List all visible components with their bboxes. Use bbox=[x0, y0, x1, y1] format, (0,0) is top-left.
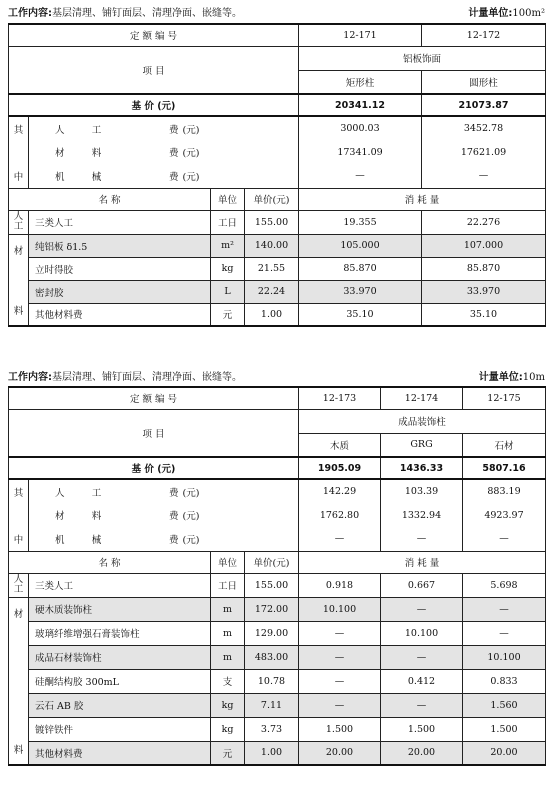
material-row bbox=[9, 280, 546, 303]
group-label: 成品装饰柱 bbox=[299, 409, 546, 433]
cost-value: 4923.97 bbox=[463, 503, 546, 527]
material-value: — bbox=[299, 645, 381, 669]
material-price: 129.00 bbox=[245, 621, 299, 645]
material-price: 3.73 bbox=[245, 717, 299, 741]
cost-value: 3452.78 bbox=[422, 116, 546, 140]
table2-unit: 计量单位:10m bbox=[478, 372, 545, 383]
table2-work-content: 工作内容:基层清理、铺钉面层、清理净面、嵌缝等。 bbox=[8, 372, 242, 383]
cost-char: 费 bbox=[127, 479, 181, 503]
material-unit: 支 bbox=[211, 669, 245, 693]
cost-value: 17621.09 bbox=[422, 140, 546, 164]
material-category-bottom: 料 bbox=[13, 745, 24, 756]
cost-unit: (元) bbox=[181, 140, 299, 164]
cost-value: 1332.94 bbox=[381, 503, 463, 527]
material-value: 1.560 bbox=[463, 693, 546, 717]
cost-value: — bbox=[299, 164, 422, 188]
cost-char: 工 bbox=[67, 116, 127, 140]
material-value: 85.870 bbox=[299, 257, 422, 280]
base-price-value: 5807.16 bbox=[463, 457, 546, 479]
material-category bbox=[9, 597, 29, 765]
material-value: — bbox=[381, 597, 463, 621]
sub-label: 木质 bbox=[299, 433, 381, 457]
price-col-header: 单价(元) bbox=[245, 188, 299, 210]
material-price: 22.24 bbox=[245, 280, 299, 303]
sub-label: 石材 bbox=[463, 433, 546, 457]
unit-col-header: 单位 bbox=[211, 188, 245, 210]
cost-char: 费 bbox=[127, 116, 181, 140]
material-row bbox=[9, 621, 546, 645]
material-price: 483.00 bbox=[245, 645, 299, 669]
zhong-label: 中 bbox=[9, 164, 29, 188]
cost-char: 人 bbox=[29, 479, 67, 503]
code-12-173: 12-173 bbox=[299, 387, 381, 409]
cost-char: 机 bbox=[29, 527, 67, 551]
material-name: 镀锌铁件 bbox=[29, 717, 211, 741]
material-row bbox=[9, 741, 546, 765]
cost-char: 费 bbox=[127, 527, 181, 551]
material-row bbox=[9, 257, 546, 280]
cost-char: 费 bbox=[168, 148, 179, 159]
sub-label: 圆形柱 bbox=[422, 70, 546, 94]
labor-value: 5.698 bbox=[463, 573, 546, 597]
material-category-top: 材 bbox=[13, 608, 24, 620]
material-value: — bbox=[463, 597, 546, 621]
cost-char: 料 bbox=[91, 148, 102, 159]
material-unit: m² bbox=[211, 234, 245, 257]
cost-char: 材 bbox=[29, 503, 67, 527]
cost-char: 械 bbox=[67, 527, 127, 551]
material-name: 硅酮结构胶 300mL bbox=[29, 669, 211, 693]
base-price-label: 基 价 (元) bbox=[9, 457, 299, 479]
material-value: 35.10 bbox=[422, 303, 546, 326]
name-col-header: 名 称 bbox=[9, 551, 211, 573]
labor-name: 三类人工 bbox=[29, 210, 211, 234]
cost-value: — bbox=[299, 527, 381, 551]
material-value: — bbox=[299, 621, 381, 645]
code-12-172: 12-172 bbox=[422, 24, 546, 46]
labor-name: 三类人工 bbox=[29, 573, 211, 597]
labor-price: 155.00 bbox=[245, 573, 299, 597]
material-row bbox=[9, 234, 546, 257]
material-name: 玻璃纤维增强石膏装饰柱 bbox=[29, 621, 211, 645]
consume-header: 消 耗 量 bbox=[299, 551, 546, 573]
cost-char: 费 bbox=[168, 511, 179, 522]
cost-char: 机 bbox=[29, 164, 67, 188]
cost-unit: (元) bbox=[181, 527, 299, 551]
cost-unit: (元) bbox=[181, 479, 299, 503]
material-value: 0.833 bbox=[463, 669, 546, 693]
material-row bbox=[9, 693, 546, 717]
code-12-171: 12-171 bbox=[299, 24, 422, 46]
material-value: 35.10 bbox=[299, 303, 422, 326]
cost-value: 1762.80 bbox=[299, 503, 381, 527]
material-row bbox=[9, 717, 546, 741]
material-row bbox=[9, 669, 546, 693]
consume-header: 消 耗 量 bbox=[299, 188, 546, 210]
material-row bbox=[9, 645, 546, 669]
item-label: 项 目 bbox=[9, 46, 299, 94]
material-value: 1.500 bbox=[299, 717, 381, 741]
cost-unit: (元) bbox=[181, 116, 299, 140]
material-price: 140.00 bbox=[245, 234, 299, 257]
cost-char: 材 bbox=[29, 140, 67, 164]
qi-label: 其 bbox=[9, 116, 29, 140]
base-price-label: 基 价 (元) bbox=[9, 94, 299, 116]
material-category bbox=[9, 234, 29, 326]
material-value: 33.970 bbox=[422, 280, 546, 303]
price-col-header: 单价(元) bbox=[245, 551, 299, 573]
labor-price: 155.00 bbox=[245, 210, 299, 234]
material-category-top: 材 bbox=[13, 245, 24, 257]
material-price: 1.00 bbox=[245, 303, 299, 326]
material-value: 10.100 bbox=[381, 621, 463, 645]
item-label: 项 目 bbox=[9, 409, 299, 457]
material-category-bottom: 料 bbox=[13, 306, 24, 317]
material-name: 其他材料费 bbox=[29, 303, 211, 326]
material-unit: 元 bbox=[211, 741, 245, 765]
code-12-174: 12-174 bbox=[381, 387, 463, 409]
material-value: 20.00 bbox=[381, 741, 463, 765]
sub-label: 矩形柱 bbox=[299, 70, 422, 94]
table1-unit: 计量单位:100m² bbox=[468, 8, 545, 19]
cost-value: 142.29 bbox=[299, 479, 381, 503]
material-value: 107.000 bbox=[422, 234, 546, 257]
quota-table-1 bbox=[8, 23, 546, 327]
table1-work-content: 工作内容:基层清理、铺钉面层、清理净面、嵌缝等。 bbox=[8, 8, 242, 19]
sub-label: GRG bbox=[381, 433, 463, 457]
labor-unit: 工日 bbox=[211, 210, 245, 234]
group-label: 铝板饰面 bbox=[299, 46, 546, 70]
material-unit: m bbox=[211, 597, 245, 621]
cost-char: 工 bbox=[67, 479, 127, 503]
cost-value: 883.19 bbox=[463, 479, 546, 503]
material-price: 7.11 bbox=[245, 693, 299, 717]
labor-value: 19.355 bbox=[299, 210, 422, 234]
material-price: 172.00 bbox=[245, 597, 299, 621]
base-price-value: 1905.09 bbox=[299, 457, 381, 479]
material-price: 21.55 bbox=[245, 257, 299, 280]
labor-value: 0.918 bbox=[299, 573, 381, 597]
cost-char: 费 bbox=[127, 164, 181, 188]
code-12-175: 12-175 bbox=[463, 387, 546, 409]
cost-value: — bbox=[422, 164, 546, 188]
material-value: 33.970 bbox=[299, 280, 422, 303]
material-value: — bbox=[381, 693, 463, 717]
cost-value: 3000.03 bbox=[299, 116, 422, 140]
cost-char: 料 bbox=[91, 511, 102, 522]
material-value: 10.100 bbox=[463, 645, 546, 669]
material-value: 105.000 bbox=[299, 234, 422, 257]
material-value: 10.100 bbox=[299, 597, 381, 621]
cost-unit: (元) bbox=[181, 503, 299, 527]
material-unit: L bbox=[211, 280, 245, 303]
material-unit: m bbox=[211, 645, 245, 669]
material-value: 20.00 bbox=[463, 741, 546, 765]
material-name: 立时得胶 bbox=[29, 257, 211, 280]
material-name: 密封胶 bbox=[29, 280, 211, 303]
cost-value: 103.39 bbox=[381, 479, 463, 503]
material-name: 云石 AB 胶 bbox=[29, 693, 211, 717]
material-price: 10.78 bbox=[245, 669, 299, 693]
unit-col-header: 单位 bbox=[211, 551, 245, 573]
material-unit: 元 bbox=[211, 303, 245, 326]
base-price-value: 20341.12 bbox=[299, 94, 422, 116]
labor-category: 人工 bbox=[9, 210, 29, 234]
material-value: 0.412 bbox=[381, 669, 463, 693]
material-unit: m bbox=[211, 621, 245, 645]
material-name: 其他材料费 bbox=[29, 741, 211, 765]
material-name: 成品石材装饰柱 bbox=[29, 645, 211, 669]
base-price-value: 21073.87 bbox=[422, 94, 546, 116]
quota-table-2 bbox=[8, 386, 546, 766]
cost-char: 人 bbox=[29, 116, 67, 140]
material-unit: kg bbox=[211, 717, 245, 741]
material-value: 20.00 bbox=[299, 741, 381, 765]
material-value: — bbox=[299, 669, 381, 693]
material-value: — bbox=[299, 693, 381, 717]
zhong-label: 中 bbox=[9, 527, 29, 551]
labor-value: 0.667 bbox=[381, 573, 463, 597]
qi-label: 其 bbox=[9, 479, 29, 503]
cost-value: — bbox=[463, 527, 546, 551]
labor-unit: 工日 bbox=[211, 573, 245, 597]
cost-value: — bbox=[381, 527, 463, 551]
base-price-value: 1436.33 bbox=[381, 457, 463, 479]
material-row bbox=[9, 597, 546, 621]
material-value: 85.870 bbox=[422, 257, 546, 280]
material-name: 纯铝板 δ1.5 bbox=[29, 234, 211, 257]
code-label: 定 额 编 号 bbox=[9, 387, 299, 409]
material-value: — bbox=[463, 621, 546, 645]
cost-unit: (元) bbox=[181, 164, 299, 188]
material-name: 硬木质装饰柱 bbox=[29, 597, 211, 621]
material-value: 1.500 bbox=[463, 717, 546, 741]
labor-category: 人工 bbox=[9, 573, 29, 597]
material-unit: kg bbox=[211, 257, 245, 280]
material-price: 1.00 bbox=[245, 741, 299, 765]
labor-value: 22.276 bbox=[422, 210, 546, 234]
material-unit: kg bbox=[211, 693, 245, 717]
cost-char: 械 bbox=[67, 164, 127, 188]
cost-value: 17341.09 bbox=[299, 140, 422, 164]
material-row bbox=[9, 303, 546, 326]
material-value: — bbox=[381, 645, 463, 669]
material-value: 1.500 bbox=[381, 717, 463, 741]
code-label: 定 额 编 号 bbox=[9, 24, 299, 46]
name-col-header: 名 称 bbox=[9, 188, 211, 210]
